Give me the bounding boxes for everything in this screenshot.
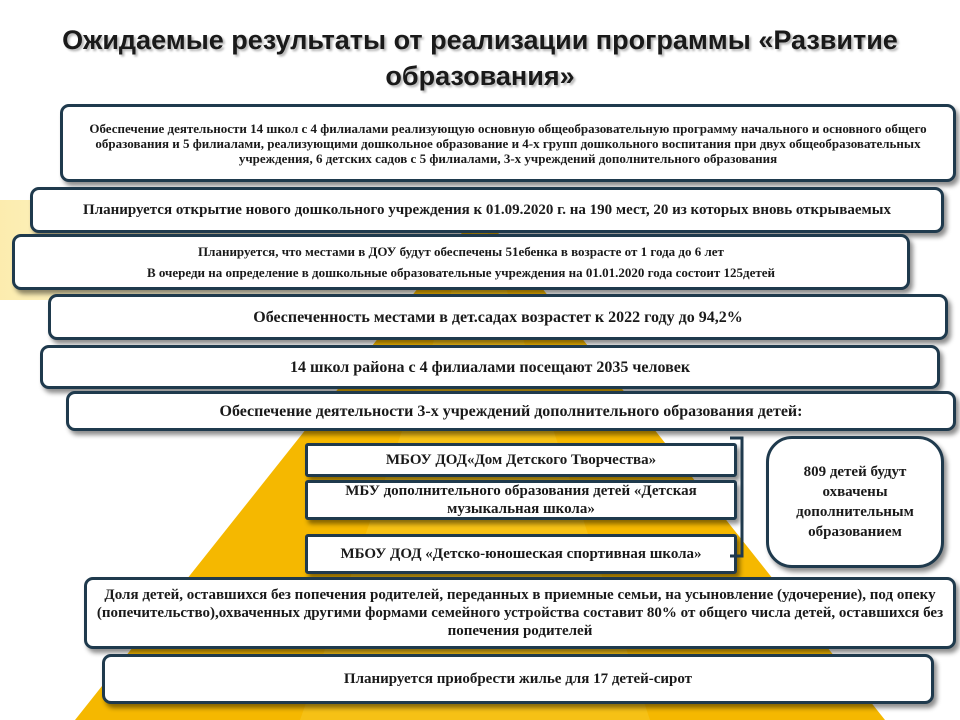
housing-text: Планируется приобрести жилье для 17 детей-сирот [343,671,693,687]
new-preschool-text: Планируется открытие нового дошкольного учреждения к 01.09.2020 г. на 190 мест, 20 из которых вновь открываемых [83,202,891,218]
institution-1-box [305,443,737,477]
schools-activity-text: Обеспечение деятельности 14 школ с 4 филиалами реализующую основную общеобразовательную программу начального и основного общего образования и 5 филиалами, реализующими дошкольное образование и 4-х групп дошкольного воспитания при двух общеобразовательных учреждения, 6 детских садов с 5 филиалами, 3-х учреждений дополнительного образования [89,120,927,166]
housing-box [102,654,934,704]
additional-education-text: Обеспечение деятельности 3-х учреждений дополнительного образования детей: [219,402,803,420]
additional-education-box [66,391,956,431]
schools-activity-box [60,104,956,182]
page-title: Ожидаемые результаты от реализации программы «Развитие образования» [62,25,898,91]
institution-2-box [305,480,737,520]
children-covered-text: 809 детей будут охвачены дополнительным образованием [796,464,914,540]
institution-2-text: МБУ дополнительного образования детей «Детская музыкальная школа» [345,483,697,517]
kindergarten-coverage-text: Обеспеченность местами в дет.садах возрастет к 2022 году до 94,2% [253,308,743,326]
dou-queue-text: В очереди на определение в дошкольные образовательные учреждения на 01.01.2020 года состоит 125детей [146,265,776,280]
institution-3-text: МБОУ ДОД «Детско-юношеская спортивная школа» [340,546,702,562]
school-attendance-text: 14 школ района с 4 филиалами посещают 2035 человек [289,358,691,376]
institutions-bracket [728,436,752,560]
kindergarten-coverage-box [48,294,948,340]
new-preschool-box [30,187,944,233]
children-covered-box [766,436,944,568]
dou-places-box [12,234,910,290]
orphans-share-box [84,577,956,649]
institution-1-text: МБОУ ДОД«Дом Детского Творчества» [385,452,657,468]
orphans-share-text: Доля детей, оставшихся без попечения родителей, переданных в приемные семьи, на усыновление (удочерение), под опеку (попечительство),охваченных другими формами семейного устройства составит 80% от общего числа детей, оставшихся без попечения родителей [96,587,944,639]
school-attendance-box [40,345,940,389]
dou-places-text: Планируется, что местами в ДОУ будут обеспечены 51ебенка в возрасте от 1 года до 6 лет [198,244,724,259]
institution-3-box [305,534,737,574]
